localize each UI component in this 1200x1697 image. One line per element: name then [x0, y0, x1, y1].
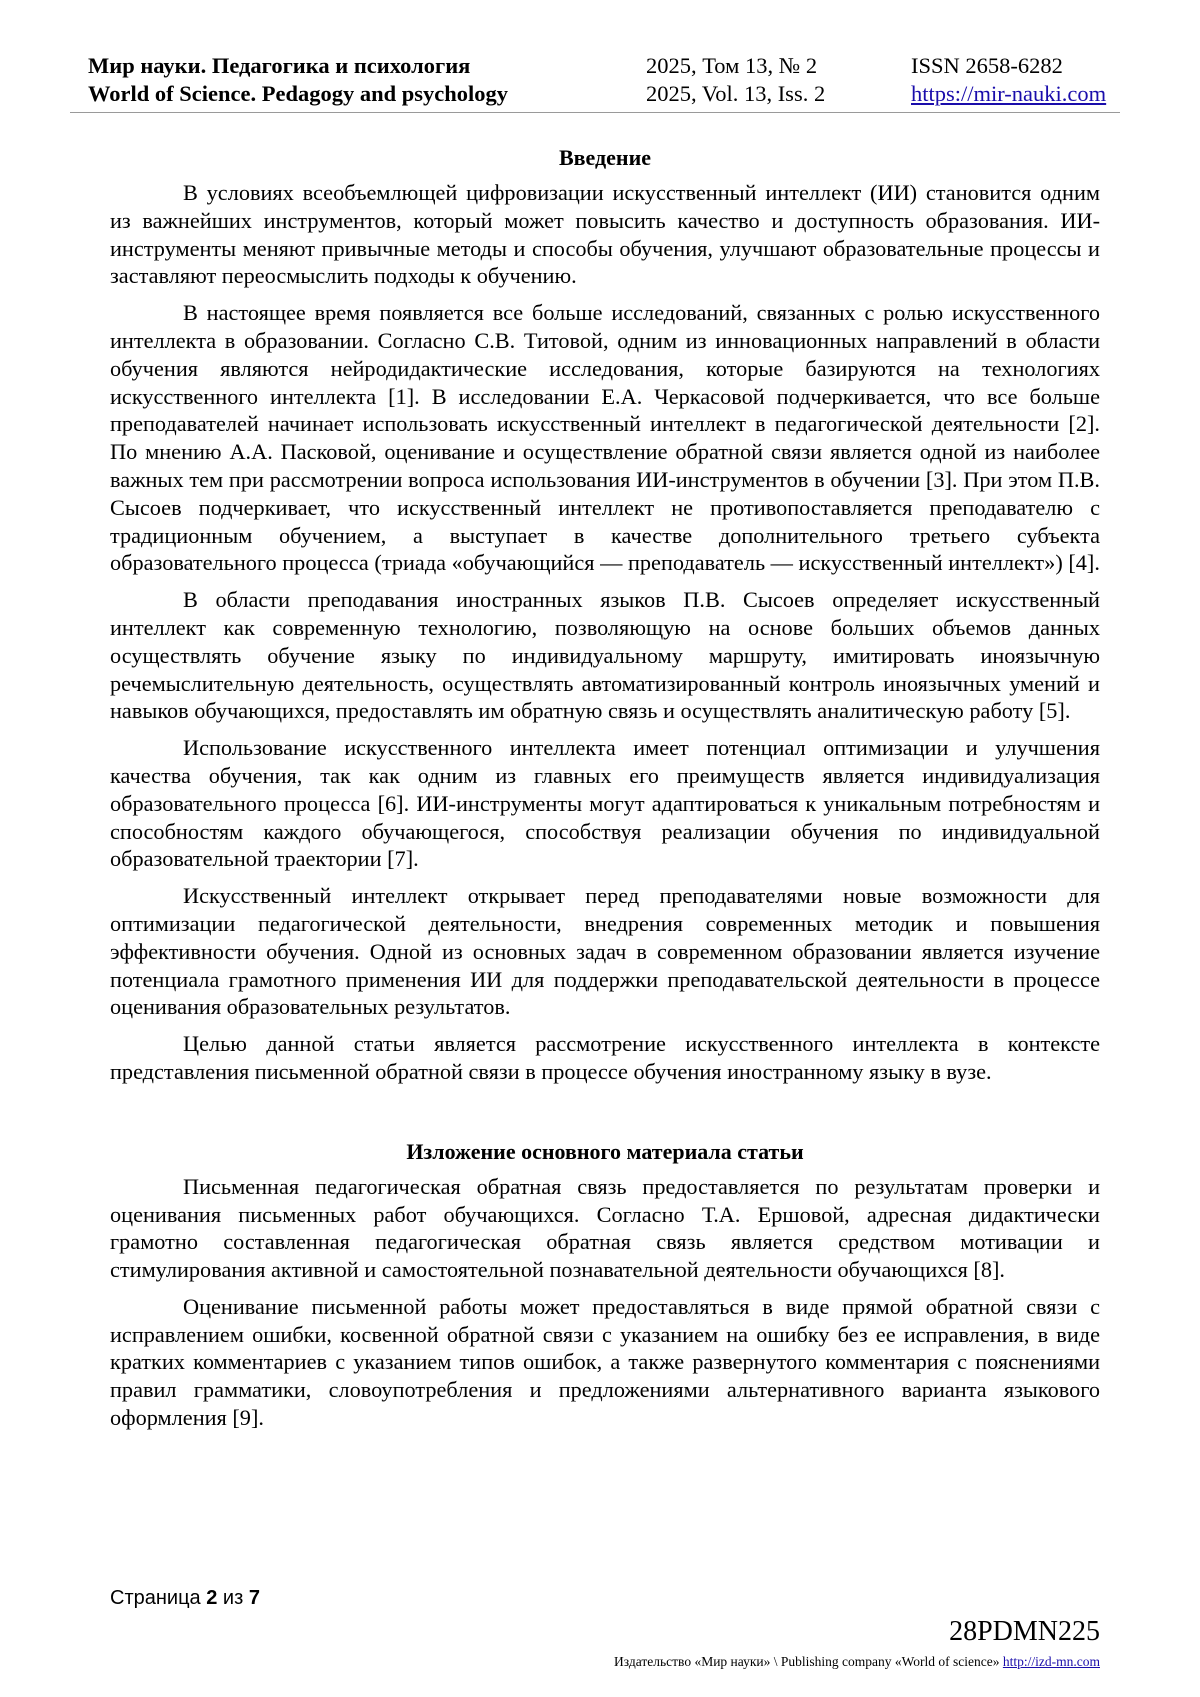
article-body — [110, 144, 1100, 1441]
publisher-name: Издательство «Мир науки» \ Publishing company «World of science» — [614, 1654, 1000, 1669]
issue-en: 2025, Vol. 13, Iss. 2 — [646, 81, 826, 106]
paragraph: Целью данной статьи является рассмотрение искусственного интеллекта в контексте представления письменной обратной связи в процессе обучения иностранному языку в вузе. — [110, 1031, 1100, 1084]
issue-info — [646, 52, 825, 108]
header-divider — [70, 112, 1120, 113]
journal-ids — [911, 52, 1106, 108]
paragraph: В условиях всеобъемлющей цифровизации искусственный интеллект (ИИ) становится одним из важнейших инструментов, который может повысить качество и доступность образования. ИИ-инструменты меняют привычные методы и способы обучения, улучшают образовательные процессы и заставляют переосмыслить подходы к обучению. — [110, 180, 1100, 289]
page-number — [110, 1587, 260, 1610]
section-title-main-material: Изложение основного материала статьи — [406, 1138, 804, 1164]
issn: ISSN 2658-6282 — [911, 53, 1063, 78]
paragraph: В настоящее время появляется все больше исследований, связанных с ролью искусственного интеллекта в образовании. Согласно С.В. Титовой, одним из инновационных направлений в области обучения являются нейродидактические исследования, которые базируются на технологиях искусственного интеллекта [1]. В исследовании Е.А. Черкасовой подчеркивается, что все больше преподавателей начинает использовать искусственный интеллект в педагогической деятельности [2]. По мнению А.А. Пасковой, оценивание и осуществление обратной связи является одной из наиболее важных тем при рассмотрении вопроса использования ИИ-инструментов в обучении [3]. При этом П.В. Сысоев подчеркивает, что искусственный интеллект не противопоставляется преподавателю с традиционным обучением, а выступает в качестве дополнительного третьего субъекта образовательного процесса (триада «обучающийся — преподаватель — искусственный интеллект») [4]. — [110, 300, 1100, 576]
journal-url-link[interactable]: https://mir-nauki.com — [911, 81, 1107, 106]
page-current: 2 — [206, 1587, 218, 1609]
paragraph: Использование искусственного интеллекта имеет потенциал оптимизации и улучшения качества обучения, так как одним из главных его преимуществ является индивидуализация образовательного процесса [6]. ИИ-инструменты могут адаптироваться к уникальным потребностям и способностям каждого обучающегося, способствуя реализации обучения по индивидуальной образовательной траектории [7]. — [110, 735, 1100, 872]
page-separator: из — [222, 1587, 244, 1609]
publisher-url-link[interactable]: http://izd-mn.com — [1002, 1654, 1100, 1669]
article-code: 28PDMN225 — [949, 1616, 1100, 1647]
journal-title-en: World of Science. Pedagogy and psychology — [88, 81, 509, 106]
paragraph: Оценивание письменной работы может предоставляться в виде прямой обратной связи с исправлением ошибки, косвенной обратной связи с указанием на ошибку без ее исправления, в виде кратких комментариев с указанием типов ошибок, а также развернутого комментария с пояснениями правил грамматики, словоупотребления и предложениями альтернативного варианта языкового оформления [9]. — [110, 1293, 1100, 1431]
journal-title-ru: Мир науки. Педагогика и психология — [88, 53, 471, 78]
journal-title — [88, 52, 508, 108]
page-prefix: Страница — [110, 1587, 201, 1609]
section-title-introduction: Введение — [558, 145, 652, 170]
page-total: 7 — [248, 1587, 260, 1609]
paragraph: Письменная педагогическая обратная связь предоставляется по результатам проверки и оценивания письменных работ обучающихся. Согласно Т.А. Ершовой, адресная дидактически грамотно составленная педагогическая обратная связь является средством мотивации и стимулирования активной и самостоятельной познавательной деятельности обучающихся [8]. — [110, 1173, 1100, 1283]
issue-ru: 2025, Том 13, № 2 — [646, 53, 818, 78]
paragraph: Искусственный интеллект открывает перед преподавателями новые возможности для оптимизации педагогической деятельности, внедрения современных методик и повышения эффективности обучения. Одной из основных задач в современном образовании является изучение потенциала грамотного применения ИИ для поддержки преподавательской деятельности в процессе оценивания образовательных результатов. — [110, 883, 1100, 1020]
publisher-line — [614, 1654, 1100, 1670]
paragraph: В области преподавания иностранных языков П.В. Сысоев определяет искусственный интеллект как современную технологию, позволяющую на основе больших объемов данных осуществлять обучение языку по индивидуальному маршруту, имитировать иноязычную речемыслительную деятельность, осуществлять автоматизированный контроль иноязычных умений и навыков обучающихся, предоставлять им обратную связь и осуществлять аналитическую работу [5]. — [110, 587, 1100, 724]
